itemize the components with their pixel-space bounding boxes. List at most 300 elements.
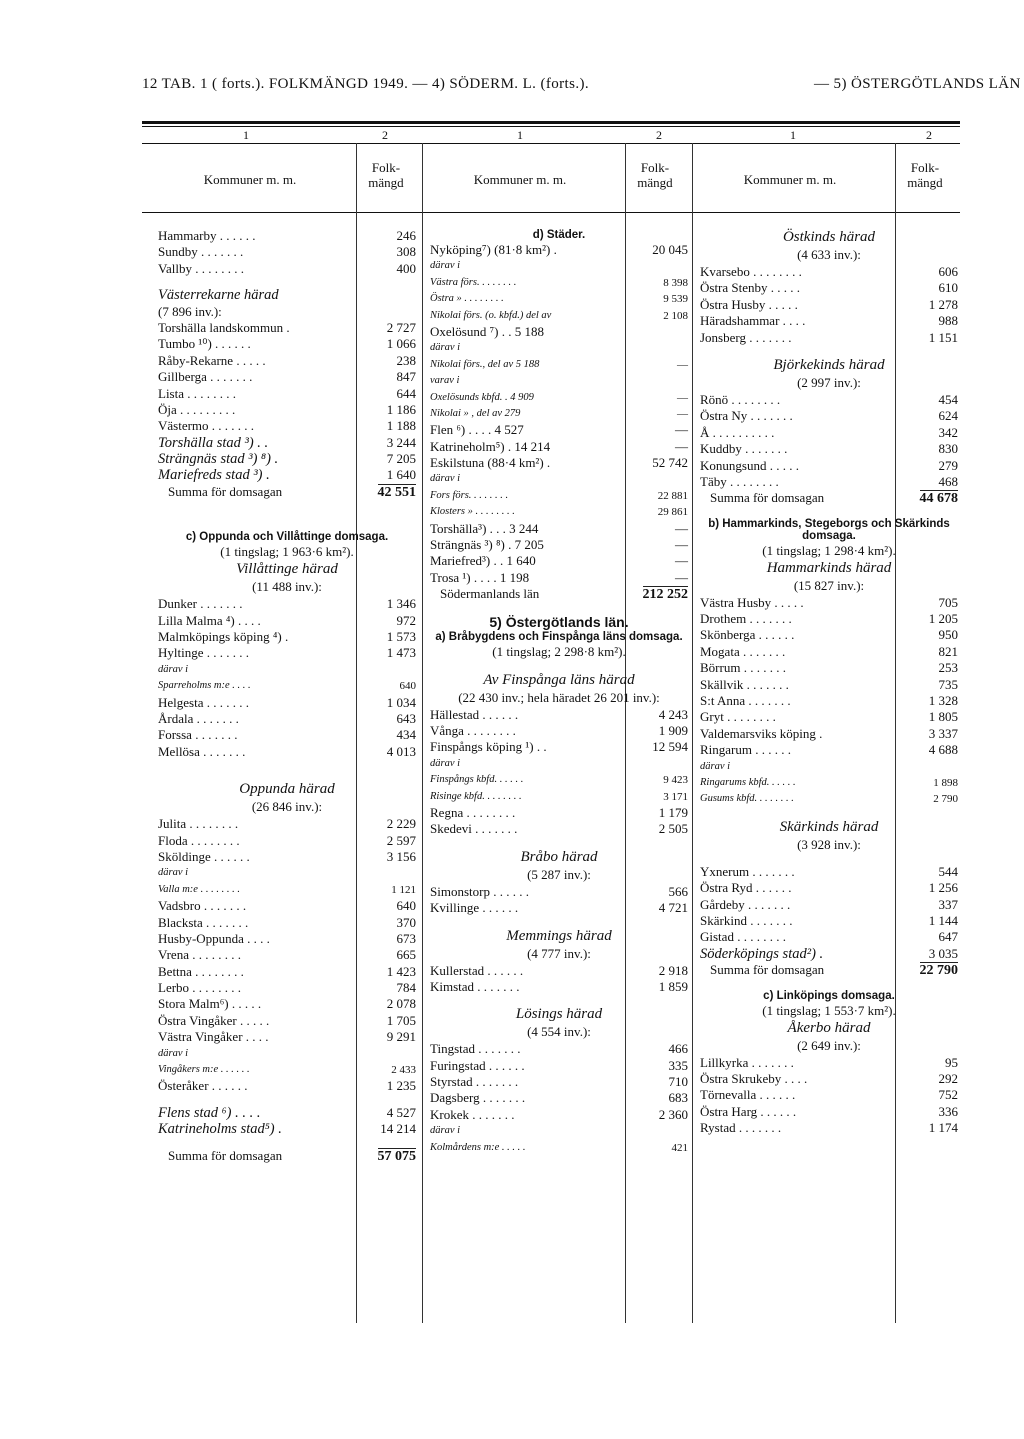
row-value: 421 <box>671 1141 688 1154</box>
head-rule <box>142 212 960 213</box>
row-name: Torshälla landskommun . <box>158 319 290 335</box>
table-row <box>430 324 688 340</box>
table-row <box>700 264 958 280</box>
row-value: 1 705 <box>386 1012 416 1028</box>
spacer <box>430 603 688 613</box>
row-name: Klosters » . . . . . . . . <box>430 506 515 518</box>
table-row <box>158 435 416 451</box>
summary-row <box>158 1148 416 1164</box>
table-row <box>430 422 688 438</box>
district-subheading: (4 554 inv.): <box>527 1024 591 1040</box>
row-value: 710 <box>668 1074 688 1090</box>
row-value: 1 473 <box>386 645 416 661</box>
row-name: Börrum . . . . . . . <box>700 660 786 676</box>
district-subheading: (1 tingslag; 1 553·7 km²). <box>762 1002 896 1018</box>
spacer <box>430 995 688 1005</box>
spacer <box>700 808 958 818</box>
table-row <box>700 330 958 346</box>
row-value: 847 <box>396 369 416 385</box>
table-row <box>158 1013 416 1029</box>
row-value: 52 742 <box>652 455 688 471</box>
row-value: 9 291 <box>386 1029 416 1045</box>
row-name: Hällestad . . . . . . <box>430 706 519 722</box>
table-row <box>700 897 958 913</box>
row-name: Ringarum . . . . . . <box>700 742 791 758</box>
section-heading: b) Hammarkinds, Stegeborgs och Skärkinds domsaga. <box>708 517 950 542</box>
row-value: 2 229 <box>386 816 416 832</box>
table-row <box>700 726 958 742</box>
row-name: Vrena . . . . . . . . <box>158 947 241 963</box>
row-value: 8 398 <box>663 276 688 289</box>
summary-row <box>700 962 958 978</box>
spacer <box>158 277 416 287</box>
row-name: Västra Vingåker . . . . <box>158 1029 269 1045</box>
colnum-2c: 2 <box>926 128 932 142</box>
row-name: Mariefreds stad ³) . <box>158 467 270 484</box>
row-value: 1 573 <box>386 629 416 645</box>
table-row <box>158 418 416 434</box>
row-name: Å . . . . . . . . . . <box>700 424 775 440</box>
row-name: Östra Vingåker . . . . . <box>158 1012 270 1028</box>
row-name: Jonsberg . . . . . . . <box>700 329 792 345</box>
table-row <box>430 900 688 916</box>
section-heading: 5) Östergötlands län. <box>489 613 629 630</box>
row-name: Östra Harg . . . . . . <box>700 1103 797 1119</box>
row-name: Summa för domsagan <box>168 483 283 499</box>
row-value: 370 <box>396 914 416 930</box>
row-name: Konungsund . . . . . <box>700 457 799 473</box>
row-value: 400 <box>396 260 416 276</box>
row-name: Mogata . . . . . . . <box>700 643 786 659</box>
district-heading: Lösings härad <box>515 1006 603 1023</box>
row-name: Lilla Malma ⁴) . . . . <box>158 612 261 628</box>
header-left: 12 TAB. 1 ( forts.). FOLKMÄNGD 1949. — 4) SÖDERM. L. (forts.). <box>142 76 590 92</box>
row-value: 1 256 <box>928 880 958 896</box>
row-name: Strängnäs ³) ⁸) . 7 205 <box>430 537 544 553</box>
row-name: Östra Skrukeby . . . . <box>700 1070 808 1086</box>
district-subheading: (2 649 inv.): <box>797 1037 861 1053</box>
table-row <box>430 340 688 356</box>
row-value: 9 423 <box>663 774 688 787</box>
row-name: Vadsbro . . . . . . . <box>158 898 247 914</box>
row-name: därav i <box>158 663 189 675</box>
row-name: Södermanlands län <box>440 586 540 602</box>
section-heading: d) Städer. <box>532 229 586 241</box>
row-name: därav i <box>430 757 461 769</box>
row-value: 2 108 <box>663 309 688 322</box>
row-value: 566 <box>668 883 688 899</box>
table-row <box>158 261 416 277</box>
spacer <box>158 500 416 510</box>
row-value: 988 <box>938 313 958 329</box>
row-value: 22 790 <box>919 963 958 979</box>
row-name: därav i <box>430 342 461 354</box>
table-row <box>158 228 416 244</box>
table-row <box>430 739 688 755</box>
table-row <box>700 693 958 709</box>
table-row <box>158 678 416 694</box>
row-name: Västra Husby . . . . . <box>700 594 804 610</box>
table-row <box>430 373 688 389</box>
column-2 <box>430 228 688 1156</box>
spacer <box>158 1095 416 1105</box>
row-name: Simonstorp . . . . . . <box>430 883 529 899</box>
row-value: 1 144 <box>928 912 958 928</box>
row-value: 20 045 <box>652 242 688 257</box>
header-folkmangd-1: Folk- mängd <box>368 160 404 190</box>
table-row <box>430 242 688 258</box>
table-row <box>430 1107 688 1123</box>
row-value: 95 <box>945 1054 958 1070</box>
row-name: Katrineholms stad⁵) . <box>158 1121 282 1138</box>
table-row <box>430 772 688 788</box>
table-row <box>158 244 416 260</box>
row-name: Valla m:e . . . . . . . . <box>158 883 240 895</box>
row-name: Hammarby . . . . . . <box>158 228 256 243</box>
row-name: Lillkyrka . . . . . . . <box>700 1054 794 1070</box>
table-row <box>158 744 416 760</box>
table-row <box>430 1058 688 1074</box>
table-row <box>700 709 958 725</box>
row-value: 1 205 <box>928 611 958 627</box>
district-heading: Memmings härad <box>506 927 612 944</box>
district-subheading: (1 tingslag; 1 963·6 km²). <box>220 544 354 560</box>
table-row <box>700 946 958 962</box>
district-subheading: (15 827 inv.): <box>793 577 865 593</box>
row-name: Skönberga . . . . . . <box>700 627 795 643</box>
table-row <box>700 660 958 676</box>
table-row <box>158 898 416 914</box>
row-name: Tumbo ¹⁰) . . . . . . <box>158 336 251 352</box>
table-row <box>700 1087 958 1103</box>
row-value: 1 121 <box>391 883 416 896</box>
row-name: Strängnäs stad ³) ⁸) . <box>158 451 279 468</box>
row-value: 336 <box>938 1103 958 1119</box>
row-value: 1 346 <box>386 596 416 612</box>
district-subheading: (1 tingslag; 1 298·4 km²). <box>762 542 896 558</box>
table-row <box>700 742 958 758</box>
table-row <box>700 644 958 660</box>
row-value: 830 <box>938 441 958 457</box>
row-value: — <box>677 358 688 371</box>
table-row <box>158 1046 416 1062</box>
column-1 <box>158 228 416 1164</box>
row-value: 643 <box>396 710 416 726</box>
row-value: 735 <box>938 676 958 692</box>
row-name: därav i <box>158 1047 189 1059</box>
district-subheading: (5 287 inv.): <box>527 866 591 882</box>
row-value: 4 243 <box>658 706 688 722</box>
summary-row <box>700 490 958 506</box>
table-row <box>430 1140 688 1156</box>
table-row <box>700 627 958 643</box>
spacer <box>430 838 688 848</box>
row-value: 2 360 <box>658 1106 688 1122</box>
row-name: Östra Ny . . . . . . . <box>700 408 793 424</box>
row-name: Vånga . . . . . . . . <box>430 722 516 738</box>
row-name: Skällvik . . . . . . . <box>700 676 789 692</box>
row-name: Styrstad . . . . . . . <box>430 1074 519 1090</box>
row-name: Dunker . . . . . . . <box>158 596 243 612</box>
table-row <box>158 336 416 352</box>
district-heading: Av Finspånga läns härad <box>483 671 635 688</box>
row-name: Östra Stenby . . . . . <box>700 280 801 296</box>
row-value: 29 861 <box>657 506 688 519</box>
row-name: Hyltinge . . . . . . . <box>158 645 249 661</box>
row-name: Kolmårdens m:e . . . . . <box>430 1141 526 1153</box>
row-value: 4 527 <box>386 1104 416 1120</box>
summary-row <box>430 586 688 602</box>
section-heading: c) Oppunda och Villåttinge domsaga. <box>185 531 389 544</box>
row-value: 212 252 <box>642 587 688 603</box>
row-name: Törnevalla . . . . . . <box>700 1087 796 1103</box>
district-heading: Åkerbo härad <box>787 1019 871 1036</box>
row-value: 42 551 <box>377 484 416 500</box>
row-name: Tingstad . . . . . . . <box>430 1041 521 1057</box>
colnum-1a: 1 <box>243 128 249 142</box>
row-value: — <box>675 537 688 553</box>
table-row <box>430 471 688 487</box>
header-folkmangd-3: Folk- mängd <box>907 160 943 190</box>
row-name: Ringarums kbfd. . . . . . <box>700 776 796 788</box>
table-row <box>700 611 958 627</box>
row-value: 1 859 <box>658 978 688 994</box>
row-name: Dagsberg . . . . . . . <box>430 1090 526 1106</box>
row-name: Flens stad ⁶) . . . . <box>158 1104 261 1121</box>
table-row <box>430 455 688 471</box>
table-row <box>158 865 416 881</box>
district-subheading: (26 846 inv.): <box>251 799 323 815</box>
table-row <box>430 521 688 537</box>
table-row <box>430 308 688 324</box>
row-value: 1 188 <box>386 418 416 434</box>
row-value: 673 <box>396 930 416 946</box>
row-value: 3 156 <box>386 848 416 864</box>
row-value: 238 <box>396 352 416 368</box>
row-name: Torshälla stad ³) . . <box>158 434 269 451</box>
row-name: Malmköpings köping ⁴) . <box>158 629 289 645</box>
row-name: Råby-Rekarne . . . . . <box>158 352 266 368</box>
table-row <box>700 474 958 490</box>
table-row <box>158 816 416 832</box>
row-value: 1 328 <box>928 693 958 709</box>
row-value: 1 423 <box>386 963 416 979</box>
row-name: Mellösa . . . . . . . <box>158 743 246 759</box>
table-row <box>700 1055 958 1071</box>
table-row <box>158 849 416 865</box>
row-value: 292 <box>938 1070 958 1086</box>
table-row <box>158 304 416 320</box>
row-value: 14 214 <box>380 1121 416 1137</box>
row-value: 466 <box>668 1041 688 1057</box>
table-row <box>158 695 416 711</box>
row-value: 1 179 <box>658 804 688 820</box>
row-value: 9 539 <box>663 293 688 306</box>
header-right: — 5) ÖSTERGÖTLANDS LÄN <box>814 76 1021 92</box>
spacer <box>700 979 958 989</box>
table-row <box>430 275 688 291</box>
row-name: Gårdeby . . . . . . . <box>700 896 791 912</box>
row-value: 1 909 <box>658 722 688 738</box>
spacer <box>700 346 958 356</box>
table-row <box>158 1078 416 1094</box>
table-row <box>430 979 688 995</box>
row-value: 3 244 <box>386 434 416 450</box>
row-value: 3 337 <box>928 725 958 741</box>
row-name: Finspångs kbfd. . . . . . <box>430 774 524 786</box>
table-row <box>700 677 958 693</box>
table-row <box>158 353 416 369</box>
row-name: Valdemarsviks köping . <box>700 725 823 741</box>
row-value: 683 <box>668 1090 688 1106</box>
row-name: Blacksta . . . . . . . <box>158 914 249 930</box>
district-subheading: (1 tingslag; 2 298·8 km²). <box>492 643 626 659</box>
colnum-rule <box>142 143 960 144</box>
row-name: Drothem . . . . . . . <box>700 611 792 627</box>
row-value: 624 <box>938 408 958 424</box>
row-value: 57 075 <box>377 1148 416 1164</box>
table-row <box>700 297 958 313</box>
table-row <box>430 789 688 805</box>
row-value: 2 597 <box>386 832 416 848</box>
row-value: 1 278 <box>928 296 958 312</box>
row-value: 337 <box>938 896 958 912</box>
row-value: 279 <box>938 457 958 473</box>
spacer <box>430 917 688 927</box>
row-name: Furingstad . . . . . . <box>430 1057 525 1073</box>
top-rule-thick <box>142 121 960 124</box>
row-value: 3 171 <box>663 790 688 803</box>
row-value: 44 678 <box>919 491 958 507</box>
row-value: 606 <box>938 264 958 279</box>
header-kommuner-3: Kommuner m. m. <box>743 172 837 187</box>
table-row <box>700 864 958 880</box>
table-row <box>158 369 416 385</box>
summary-row <box>158 484 416 500</box>
row-value: — <box>675 569 688 585</box>
table-row <box>700 1120 958 1136</box>
table-row <box>430 570 688 586</box>
table-row <box>700 425 958 441</box>
row-name: Sparreholms m:e . . . . <box>158 680 251 692</box>
row-value: — <box>677 407 688 420</box>
row-value: 1 235 <box>386 1078 416 1094</box>
row-name: Täby . . . . . . . . <box>700 473 779 489</box>
table-row <box>700 791 958 807</box>
top-rule-thin <box>142 126 960 127</box>
row-name: därav i <box>158 867 189 879</box>
row-value: 665 <box>396 947 416 963</box>
table-row <box>430 537 688 553</box>
colnum-2a: 2 <box>382 128 388 142</box>
row-name: Kimstad . . . . . . . <box>430 978 520 994</box>
row-value: 342 <box>938 424 958 440</box>
spacer <box>158 510 416 520</box>
row-name: Kullerstad . . . . . . <box>430 962 524 978</box>
table-row <box>700 759 958 775</box>
row-name: Nikolai förs. (o. kbfd.) del av <box>430 309 552 321</box>
colnum-2b: 2 <box>656 128 662 142</box>
table-row <box>700 880 958 896</box>
table-row <box>158 833 416 849</box>
district-subheading: (3 928 inv.): <box>797 836 861 852</box>
table-row <box>430 488 688 504</box>
row-name: Oxelösund ⁷) . . 5 188 <box>430 323 544 339</box>
district-heading: Björkekinds härad <box>773 356 885 373</box>
row-name: Torshälla³) . . . 3 244 <box>430 520 539 536</box>
district-subheading: (4 777 inv.): <box>527 945 591 961</box>
row-value: 434 <box>396 727 416 743</box>
header-folkmangd-2: Folk- mängd <box>637 160 673 190</box>
table-row <box>700 929 958 945</box>
table-row <box>430 805 688 821</box>
table-row <box>430 258 688 274</box>
column-3 <box>700 228 958 1136</box>
spacer <box>700 507 958 517</box>
table-row <box>158 947 416 963</box>
row-value: 335 <box>668 1057 688 1073</box>
row-name: Nyköping⁷) (81·8 km²) . <box>430 242 557 257</box>
row-name: Krokek . . . . . . . <box>430 1106 515 1122</box>
table-row <box>158 1062 416 1078</box>
table-row <box>700 280 958 296</box>
row-name: Kvillinge . . . . . . <box>430 900 519 916</box>
row-value: 253 <box>938 660 958 676</box>
table-row <box>158 1105 416 1121</box>
table-row <box>430 1041 688 1057</box>
row-value: 640 <box>396 898 416 914</box>
row-value: 4 688 <box>928 742 958 758</box>
row-name: S:t Anna . . . . . . . <box>700 693 791 709</box>
row-value: 2 505 <box>658 821 688 837</box>
district-heading: Villåttinge härad <box>236 561 338 578</box>
table-row <box>158 964 416 980</box>
row-value: 2 078 <box>386 996 416 1012</box>
colnum-1b: 1 <box>517 128 523 142</box>
row-value: 644 <box>396 385 416 401</box>
row-name: Kvarsebo . . . . . . . . <box>700 264 802 279</box>
row-name: Skärkind . . . . . . . <box>700 912 793 928</box>
row-name: Mariefred³) . . 1 640 <box>430 553 536 569</box>
row-name: Lerbo . . . . . . . . <box>158 980 242 996</box>
row-value: 1 034 <box>386 694 416 710</box>
row-name: Helgesta . . . . . . . <box>158 694 249 710</box>
row-name: Kuddby . . . . . . . <box>700 441 788 457</box>
vline-4 <box>692 143 693 1323</box>
row-name: Östra Husby . . . . . <box>700 296 798 312</box>
table-row <box>700 408 958 424</box>
row-name: Nikolai förs., del av 5 188 <box>430 358 540 370</box>
district-heading: Östkinds härad <box>782 229 876 245</box>
row-value: 1 898 <box>933 776 958 789</box>
colnum-1c: 1 <box>790 128 796 142</box>
row-value: — <box>677 391 688 404</box>
row-value: 1 640 <box>386 467 416 483</box>
table-row <box>158 629 416 645</box>
row-name: Trosa ¹) . . . . 1 198 <box>430 569 530 585</box>
row-value: 12 594 <box>652 739 688 755</box>
table-row <box>700 458 958 474</box>
district-subheading: (4 633 inv.): <box>797 247 861 262</box>
row-name: (7 896 inv.): <box>158 303 222 319</box>
table-row <box>158 596 416 612</box>
row-name: Österåker . . . . . . <box>158 1078 248 1094</box>
table-row <box>158 320 416 336</box>
table-row <box>158 645 416 661</box>
row-value: — <box>675 422 688 438</box>
row-name: Vallby . . . . . . . . <box>158 260 244 276</box>
row-name: Summa för domsagan <box>168 1147 283 1163</box>
